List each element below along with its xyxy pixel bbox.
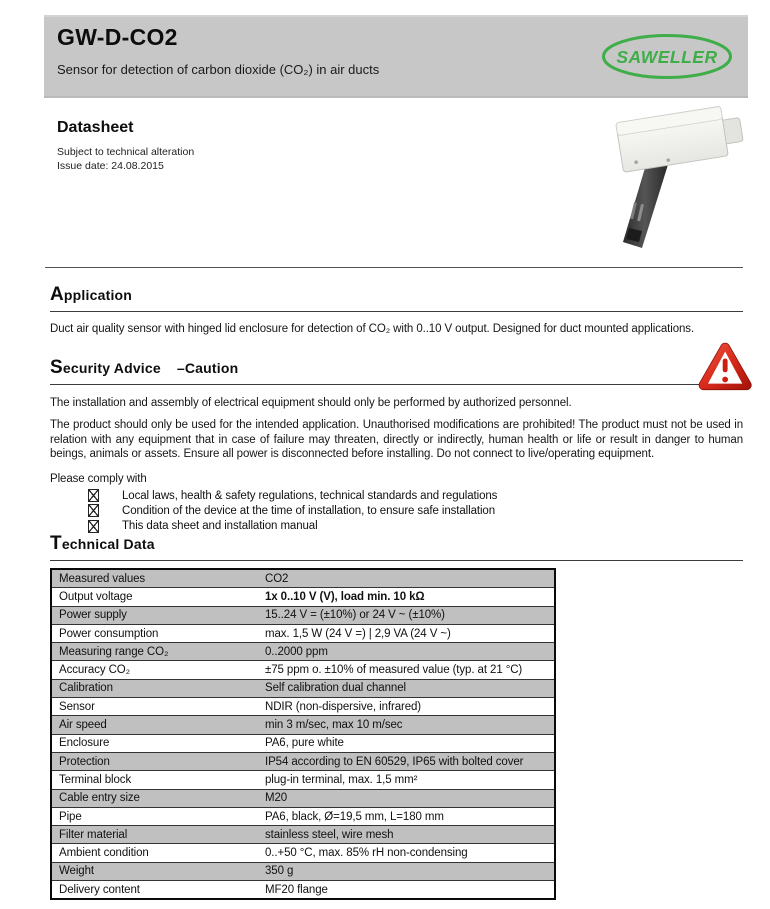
- table-row: [51, 807, 555, 825]
- row-value-cell: min 3 m/sec, max 10 m/sec: [258, 716, 555, 734]
- exclamation-mark: [723, 359, 728, 373]
- technical-table-body: [51, 569, 555, 899]
- saweller-logo-icon: [601, 33, 733, 80]
- row-value-cell: stainless steel, wire mesh: [258, 826, 555, 844]
- row-label-cell: Power supply: [51, 606, 258, 624]
- comply-item: [50, 503, 743, 518]
- row-value-cell: M20: [258, 789, 555, 807]
- row-value-cell: MF20 flange: [265, 883, 328, 896]
- security-section: [50, 357, 743, 534]
- table-row: [51, 643, 555, 661]
- table-row: [51, 679, 555, 697]
- row-label-cell: Enclosure: [51, 734, 258, 752]
- row-value-cell: 1x 0..10 V (V), load min. 10 kΩ: [258, 588, 555, 606]
- page-subtitle: Sensor for detection of carbon dioxide (CO₂) in air ducts: [57, 62, 380, 77]
- checked-checkbox-icon: [88, 504, 99, 517]
- comply-item: [50, 518, 743, 533]
- row-value-cell: ±75 ppm o. ±10% of measured value (typ. at 21 °C): [258, 661, 555, 679]
- row-label-cell: Ambient condition: [51, 844, 258, 862]
- application-heading: Application: [50, 284, 743, 312]
- technical-heading: Technical Data: [50, 533, 743, 561]
- security-paragraph-2: The product should only be used for the intended application. Unauthorised modifications are prohibited! The product must not be used in relation with any equipment that in case of failure may threaten, directly or indirectly, human health or life or result in danger to human beings, animals or assets. Ensure all power is disconnected before installing. Do not connect to live/operating equipment.: [50, 419, 743, 461]
- table-row: [51, 862, 555, 880]
- logo-text: SAWELLER: [616, 47, 718, 67]
- row-value-cell: CO2: [258, 569, 555, 588]
- security-paragraph-1: The installation and assembly of electrical equipment should only be performed by authorized personnel.: [50, 397, 572, 409]
- row-value-cell: 0..2000 ppm: [258, 643, 555, 661]
- page-title: GW-D-CO2: [57, 24, 178, 50]
- table-row: [51, 716, 555, 734]
- row-label-cell: Measured values: [51, 569, 258, 588]
- issue-date: Issue date: 24.08.2015: [57, 159, 164, 172]
- datasheet-block: [57, 119, 194, 173]
- divider-line: [45, 267, 743, 268]
- table-row: [51, 698, 555, 716]
- table-row: [51, 771, 555, 789]
- checked-checkbox-icon: [88, 520, 99, 533]
- row-label-cell: Output voltage: [51, 588, 258, 606]
- table-row: [51, 734, 555, 752]
- row-value-cell: max. 1,5 W (24 V =) | 2,9 VA (24 V ~): [258, 624, 555, 642]
- table-row: [51, 826, 555, 844]
- row-label-cell: Delivery content: [59, 883, 140, 896]
- row-label-cell: Accuracy CO₂: [51, 661, 258, 679]
- datasheet-heading: Datasheet: [57, 119, 134, 136]
- row-value-cell: IP54 according to EN 60529, IP65 with bolted cover: [258, 752, 555, 770]
- row-value-cell: 15..24 V = (±10%) or 24 V ~ (±10%): [258, 606, 555, 624]
- row-value-cell: NDIR (non-dispersive, infrared): [258, 698, 555, 716]
- duct-sensor-photo: [592, 101, 757, 251]
- table-row: [51, 606, 555, 624]
- row-value-cell: PA6, black, Ø=19,5 mm, L=180 mm: [258, 807, 555, 825]
- comply-item-label: Condition of the device at the time of installation, to ensure safe installation: [122, 504, 496, 517]
- row-value-cell: Self calibration dual channel: [258, 679, 555, 697]
- table-row: [51, 752, 555, 770]
- row-label-cell: Terminal block: [51, 771, 258, 789]
- header-band: [44, 15, 748, 98]
- row-label-cell: Pipe: [51, 807, 258, 825]
- comply-intro: Please comply with: [50, 472, 147, 485]
- application-section: [50, 284, 743, 336]
- row-label-cell: Measuring range CO₂: [51, 643, 258, 661]
- comply-list: [50, 488, 743, 534]
- table-row: [51, 844, 555, 862]
- sensor-enclosure: [616, 104, 745, 173]
- row-label-cell: Cable entry size: [51, 789, 258, 807]
- table-row: [51, 624, 555, 642]
- table-row: [51, 661, 555, 679]
- comply-item-label: Local laws, health & safety regulations, technical standards and regulations: [122, 489, 498, 502]
- row-label-cell: Protection: [51, 752, 258, 770]
- comply-item: [50, 488, 743, 503]
- row-value-cell: 350 g: [258, 862, 555, 880]
- technical-table: [50, 568, 556, 900]
- row-label-cell: Power consumption: [51, 624, 258, 642]
- comply-item-label: This data sheet and installation manual: [122, 520, 318, 532]
- application-body: Duct air quality sensor with hinged lid enclosure for detection of CO₂ with 0..10 V output. Designed for duct mounted applications.: [50, 323, 695, 335]
- security-heading: Security Advice –Caution: [50, 357, 743, 385]
- row-label-cell: Weight: [51, 862, 258, 880]
- caution-label: –Caution: [176, 360, 239, 376]
- row-value-cell: plug-in terminal, max. 1,5 mm²: [258, 771, 555, 789]
- technical-section: [50, 533, 743, 900]
- table-row: [51, 881, 555, 900]
- row-label-cell: Sensor: [51, 698, 258, 716]
- table-row: [51, 588, 555, 606]
- row-label-cell: Air speed: [51, 716, 258, 734]
- row-label-cell: Filter material: [51, 826, 258, 844]
- row-value-cell: 0..+50 °C, max. 85% rH non-condensing: [258, 844, 555, 862]
- table-row: [51, 789, 555, 807]
- checked-checkbox-icon: [88, 489, 99, 502]
- row-label-cell: Calibration: [51, 679, 258, 697]
- row-value-cell: PA6, pure white: [258, 734, 555, 752]
- table-row: [51, 569, 555, 588]
- alteration-note: Subject to technical alteration: [57, 146, 195, 158]
- warning-triangle-icon: [696, 340, 754, 392]
